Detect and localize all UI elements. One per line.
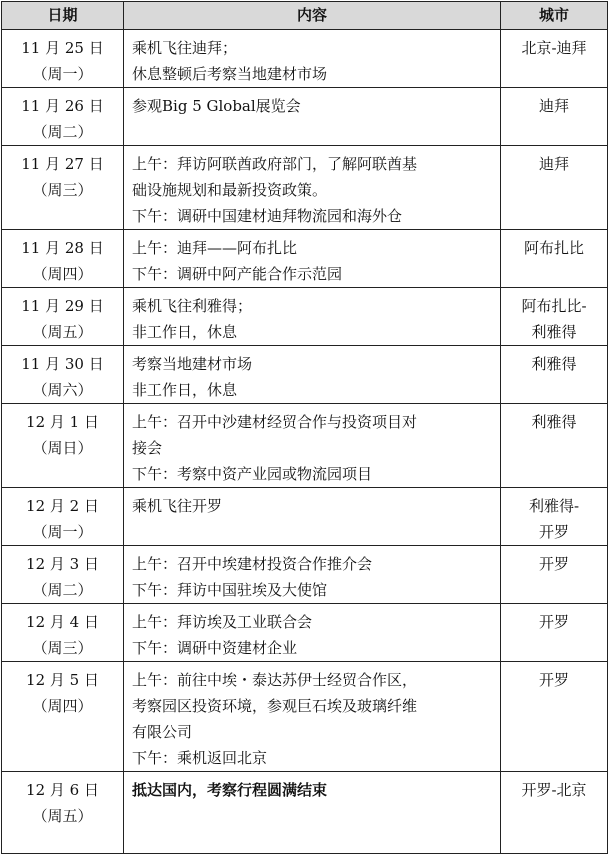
city-text: 开罗-北京 <box>521 781 587 799</box>
content-line: 础设施规划和最新投资政策。 <box>132 181 328 199</box>
date-cell <box>2 772 124 854</box>
table-row <box>2 288 608 346</box>
table-row <box>2 772 608 854</box>
city-cell <box>501 230 608 288</box>
content-cell <box>124 662 501 772</box>
content-cell <box>124 288 501 346</box>
table-row <box>2 662 608 772</box>
table-row <box>2 546 608 604</box>
content-line: 下午：考察中资产业园或物流园项目 <box>132 465 373 483</box>
city-cell <box>501 546 608 604</box>
content-cell <box>124 772 501 854</box>
city-text: 迪拜 <box>538 97 569 115</box>
city-cell <box>501 488 608 546</box>
city-cell <box>501 146 608 230</box>
table-row <box>2 488 608 546</box>
date-text: 12 月 4 日 <box>26 613 99 631</box>
date-cell <box>2 230 124 288</box>
city-text: 开罗 <box>538 555 569 573</box>
city-cell <box>501 772 608 854</box>
content-line: 下午：拜访中国驻埃及大使馆 <box>132 581 328 599</box>
content-line: 参观Big 5 Global展览会 <box>132 97 301 115</box>
city-text: 利雅得- <box>528 497 580 515</box>
date-cell <box>2 604 124 662</box>
city-text: 利雅得 <box>531 413 577 431</box>
content-line: 考察当地建材市场 <box>132 355 253 373</box>
table-row <box>2 346 608 404</box>
date-text: 12 月 3 日 <box>26 555 99 573</box>
content-line: 考察园区投资环境，参观巨石埃及玻璃纤维 <box>132 697 418 715</box>
date-text: 11 月 30 日 <box>21 355 104 373</box>
header-date: 日期 <box>2 2 124 30</box>
weekday-text: （周三） <box>32 181 93 199</box>
content-line: 乘机飞往利雅得； <box>132 297 253 315</box>
date-text: 11 月 27 日 <box>21 155 104 173</box>
date-cell <box>2 88 124 146</box>
content-line: 乘机飞往迪拜； <box>132 39 238 57</box>
table-row <box>2 404 608 488</box>
table-row <box>2 604 608 662</box>
city-text: 利雅得 <box>531 323 577 341</box>
table-row <box>2 230 608 288</box>
content-line: 休息整顿后考察当地建材市场 <box>132 65 328 83</box>
date-cell <box>2 488 124 546</box>
date-text: 12 月 6 日 <box>26 781 99 799</box>
header-row <box>2 2 608 30</box>
weekday-text: （周一） <box>32 523 93 541</box>
city-text: 迪拜 <box>538 155 569 173</box>
content-line: 上午：拜访阿联酋政府部门，了解阿联酋基 <box>132 155 418 173</box>
date-cell <box>2 288 124 346</box>
date-text: 12 月 2 日 <box>26 497 99 515</box>
content-cell <box>124 604 501 662</box>
content-line: 有限公司 <box>132 723 193 741</box>
content-line: 下午：乘机返回北京 <box>132 749 268 767</box>
date-text: 12 月 1 日 <box>26 413 99 431</box>
city-cell <box>501 346 608 404</box>
weekday-text: （周日） <box>32 439 93 457</box>
date-cell <box>2 30 124 88</box>
weekday-text: （周四） <box>32 697 93 715</box>
table-row <box>2 88 608 146</box>
table-row <box>2 146 608 230</box>
weekday-text: （周一） <box>32 65 93 83</box>
city-cell <box>501 30 608 88</box>
weekday-text: （周二） <box>32 123 93 141</box>
date-text: 12 月 5 日 <box>26 671 99 689</box>
city-text: 开罗 <box>538 671 569 689</box>
content-cell <box>124 488 501 546</box>
city-text: 开罗 <box>538 523 569 541</box>
content-line: 下午：调研中资建材企业 <box>132 639 298 657</box>
city-text: 北京-迪拜 <box>521 39 587 57</box>
content-line: 抵达国内，考察行程圆满结束 <box>132 781 328 799</box>
content-cell <box>124 88 501 146</box>
date-cell <box>2 346 124 404</box>
date-text: 11 月 25 日 <box>21 39 104 57</box>
content-cell <box>124 404 501 488</box>
content-line: 非工作日，休息 <box>132 323 238 341</box>
content-line: 上午：召开中埃建材投资合作推介会 <box>132 555 373 573</box>
weekday-text: （周六） <box>32 381 93 399</box>
weekday-text: （周五） <box>32 807 93 825</box>
city-cell <box>501 662 608 772</box>
date-cell <box>2 546 124 604</box>
content-line: 接会 <box>132 439 163 457</box>
date-text: 11 月 28 日 <box>21 239 104 257</box>
content-line: 上午：拜访埃及工业联合会 <box>132 613 313 631</box>
date-cell <box>2 146 124 230</box>
date-text: 11 月 26 日 <box>21 97 104 115</box>
content-line: 上午：召开中沙建材经贸合作与投资项目对 <box>132 413 418 431</box>
weekday-text: （周二） <box>32 581 93 599</box>
date-cell <box>2 662 124 772</box>
city-cell <box>501 288 608 346</box>
header-content: 内容 <box>124 2 501 30</box>
date-text: 11 月 29 日 <box>21 297 104 315</box>
itinerary-table <box>1 1 608 854</box>
city-cell <box>501 604 608 662</box>
content-line: 非工作日，休息 <box>132 381 238 399</box>
content-line: 上午：前往中埃・泰达苏伊士经贸合作区， <box>132 671 418 689</box>
city-text: 阿布扎比- <box>521 297 587 315</box>
content-line: 乘机飞往开罗 <box>132 497 223 515</box>
content-line: 下午：调研中阿产能合作示范园 <box>132 265 343 283</box>
date-cell <box>2 404 124 488</box>
content-cell <box>124 30 501 88</box>
city-text: 阿布扎比 <box>523 239 584 257</box>
content-cell <box>124 230 501 288</box>
city-text: 开罗 <box>538 613 569 631</box>
city-cell <box>501 88 608 146</box>
weekday-text: （周三） <box>32 639 93 657</box>
header-city: 城市 <box>501 2 608 30</box>
content-cell <box>124 546 501 604</box>
content-line: 上午：迪拜——阿布扎比 <box>132 239 298 257</box>
content-cell <box>124 346 501 404</box>
content-cell <box>124 146 501 230</box>
city-text: 利雅得 <box>531 355 577 373</box>
table-row <box>2 30 608 88</box>
weekday-text: （周五） <box>32 323 93 341</box>
city-cell <box>501 404 608 488</box>
weekday-text: （周四） <box>32 265 93 283</box>
content-line: 下午：调研中国建材迪拜物流园和海外仓 <box>132 207 403 225</box>
